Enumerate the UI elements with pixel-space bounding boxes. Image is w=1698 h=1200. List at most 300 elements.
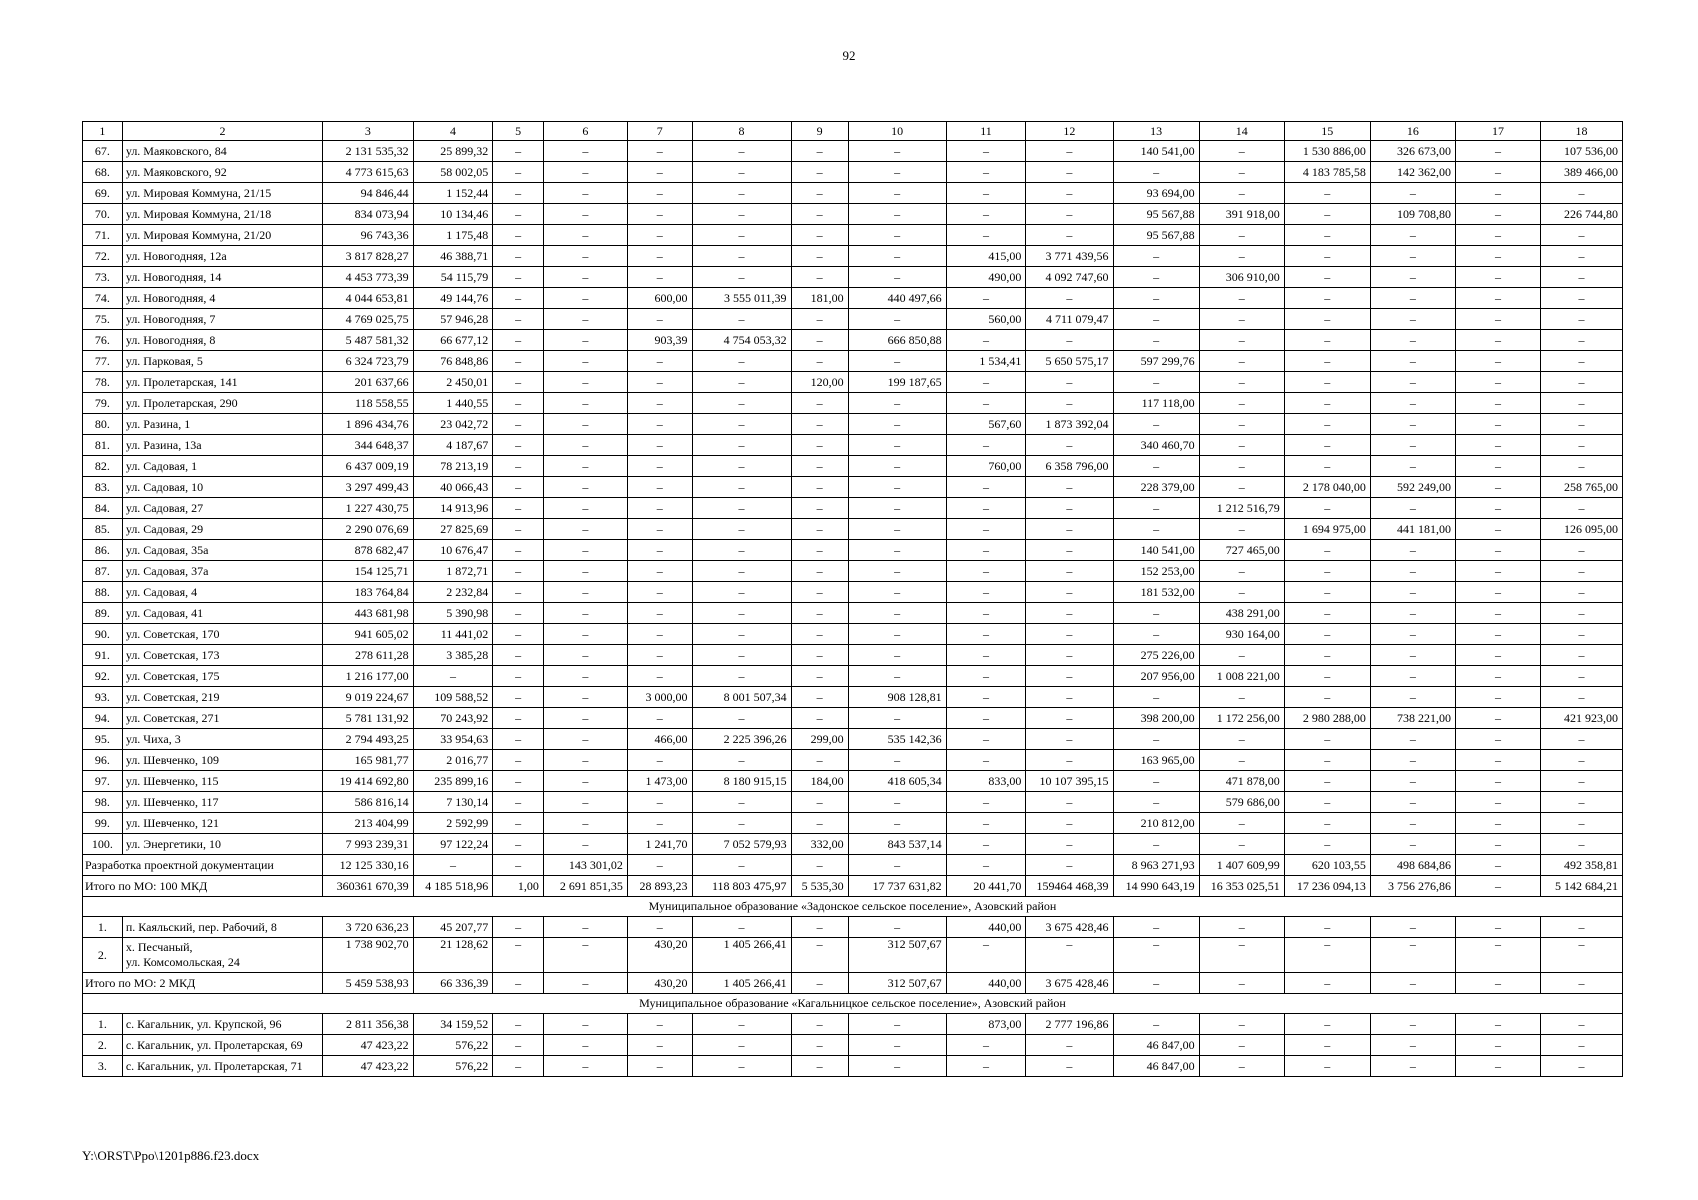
- value-cell: 184,00: [791, 771, 848, 792]
- address-cell: ул. Чиха, 3: [122, 729, 322, 750]
- value-cell: 17 737 631,82: [848, 876, 946, 897]
- value-cell: –: [1284, 435, 1370, 456]
- value-cell: –: [1455, 162, 1540, 183]
- value-cell: 70 243,92: [413, 708, 493, 729]
- value-cell: –: [493, 666, 544, 687]
- value-cell: –: [791, 183, 848, 204]
- value-cell: 12 125 330,16: [323, 855, 413, 876]
- row-label: Разработка проектной документации: [83, 855, 323, 876]
- address-cell: ул. Маяковского, 84: [122, 141, 322, 162]
- value-cell: 226 744,80: [1541, 204, 1623, 225]
- value-cell: –: [1284, 372, 1370, 393]
- value-cell: –: [543, 792, 627, 813]
- value-cell: 421 923,00: [1541, 708, 1623, 729]
- value-cell: –: [1370, 183, 1455, 204]
- value-cell: –: [791, 351, 848, 372]
- value-cell: –: [493, 183, 544, 204]
- address-cell: ул. Маяковского, 92: [122, 162, 322, 183]
- value-cell: –: [791, 561, 848, 582]
- value-cell: –: [1541, 540, 1623, 561]
- value-cell: –: [1199, 246, 1284, 267]
- value-cell: –: [1541, 225, 1623, 246]
- value-cell: –: [791, 540, 848, 561]
- value-cell: –: [848, 246, 946, 267]
- value-cell: 1 227 430,75: [323, 498, 413, 519]
- value-cell: –: [946, 288, 1026, 309]
- value-cell: 4 711 079,47: [1026, 309, 1113, 330]
- value-cell: –: [1370, 666, 1455, 687]
- value-cell: 498 684,86: [1370, 855, 1455, 876]
- value-cell: –: [1541, 582, 1623, 603]
- value-cell: –: [627, 435, 692, 456]
- value-cell: –: [493, 288, 544, 309]
- value-cell: –: [692, 792, 791, 813]
- value-cell: 14 913,96: [413, 498, 493, 519]
- value-cell: –: [1284, 309, 1370, 330]
- value-cell: –: [791, 1014, 848, 1035]
- value-cell: –: [692, 813, 791, 834]
- value-cell: –: [1026, 561, 1113, 582]
- value-cell: –: [543, 246, 627, 267]
- value-cell: –: [791, 225, 848, 246]
- value-cell: 97 122,24: [413, 834, 493, 855]
- value-cell: –: [692, 917, 791, 938]
- value-cell: –: [543, 204, 627, 225]
- value-cell: –: [848, 855, 946, 876]
- section-heading-row: [83, 994, 1623, 1014]
- value-cell: –: [1026, 792, 1113, 813]
- value-cell: 6 437 009,19: [323, 456, 413, 477]
- value-cell: 109 588,52: [413, 687, 493, 708]
- value-cell: –: [493, 519, 544, 540]
- value-cell: –: [946, 561, 1026, 582]
- value-cell: –: [543, 834, 627, 855]
- value-cell: –: [692, 372, 791, 393]
- value-cell: 109 708,80: [1370, 204, 1455, 225]
- value-cell: –: [493, 498, 544, 519]
- row-number: 94.: [83, 708, 123, 729]
- value-cell: –: [692, 561, 791, 582]
- value-cell: 579 686,00: [1199, 792, 1284, 813]
- value-cell: 7 130,14: [413, 792, 493, 813]
- table-row: [83, 1035, 1623, 1056]
- value-cell: –: [1541, 267, 1623, 288]
- value-cell: –: [946, 666, 1026, 687]
- value-cell: 46 847,00: [1113, 1056, 1199, 1077]
- value-cell: –: [543, 813, 627, 834]
- value-cell: 586 816,14: [323, 792, 413, 813]
- value-cell: –: [1284, 687, 1370, 708]
- value-cell: –: [627, 267, 692, 288]
- total-row: [83, 876, 1623, 897]
- address-cell: [122, 938, 322, 973]
- value-cell: –: [1113, 973, 1199, 994]
- address-cell: ул. Шевченко, 117: [122, 792, 322, 813]
- value-cell: 210 812,00: [1113, 813, 1199, 834]
- column-number-header: 9: [791, 122, 848, 141]
- value-cell: –: [692, 246, 791, 267]
- value-cell: 1 241,70: [627, 834, 692, 855]
- value-cell: –: [543, 729, 627, 750]
- value-cell: –: [627, 246, 692, 267]
- value-cell: –: [1455, 204, 1540, 225]
- value-cell: –: [543, 267, 627, 288]
- value-cell: –: [692, 162, 791, 183]
- value-cell: 873,00: [946, 1014, 1026, 1035]
- value-cell: –: [1199, 456, 1284, 477]
- row-number: 71.: [83, 225, 123, 246]
- value-cell: –: [1541, 750, 1623, 771]
- value-cell: –: [1455, 792, 1540, 813]
- value-cell: –: [493, 225, 544, 246]
- value-cell: –: [946, 477, 1026, 498]
- value-cell: –: [1284, 813, 1370, 834]
- row-number: 85.: [83, 519, 123, 540]
- value-cell: –: [946, 813, 1026, 834]
- value-cell: 389 466,00: [1541, 162, 1623, 183]
- value-cell: –: [413, 855, 493, 876]
- value-cell: 597 299,76: [1113, 351, 1199, 372]
- value-cell: –: [692, 708, 791, 729]
- value-cell: –: [692, 309, 791, 330]
- value-cell: 440,00: [946, 973, 1026, 994]
- value-cell: –: [692, 540, 791, 561]
- value-cell: –: [946, 519, 1026, 540]
- value-cell: –: [1199, 1014, 1284, 1035]
- value-cell: 54 115,79: [413, 267, 493, 288]
- value-cell: 2 131 535,32: [323, 141, 413, 162]
- value-cell: –: [1541, 666, 1623, 687]
- value-cell: –: [791, 519, 848, 540]
- value-cell: 5 535,30: [791, 876, 848, 897]
- value-cell: 440 497,66: [848, 288, 946, 309]
- page-number: 92: [842, 48, 856, 63]
- value-cell: –: [692, 1035, 791, 1056]
- value-cell: –: [1455, 141, 1540, 162]
- value-cell: –: [946, 204, 1026, 225]
- value-cell: –: [1113, 309, 1199, 330]
- value-cell: 834 073,94: [323, 204, 413, 225]
- value-cell: –: [791, 477, 848, 498]
- value-cell: 1 405 266,41: [692, 938, 791, 973]
- value-cell: 10 134,46: [413, 204, 493, 225]
- value-cell: –: [1026, 1035, 1113, 1056]
- value-cell: –: [543, 309, 627, 330]
- value-cell: –: [493, 687, 544, 708]
- value-cell: –: [692, 477, 791, 498]
- value-cell: –: [543, 582, 627, 603]
- value-cell: –: [1455, 813, 1540, 834]
- address-cell: ул. Парковая, 5: [122, 351, 322, 372]
- value-cell: –: [848, 477, 946, 498]
- column-number-header: 17: [1455, 122, 1540, 141]
- value-cell: –: [627, 1014, 692, 1035]
- value-cell: 46 847,00: [1113, 1035, 1199, 1056]
- table-row: [83, 834, 1623, 855]
- value-cell: 21 128,62: [413, 938, 493, 973]
- value-cell: –: [692, 855, 791, 876]
- value-cell: –: [1284, 729, 1370, 750]
- value-cell: –: [1370, 561, 1455, 582]
- value-cell: –: [1026, 624, 1113, 645]
- row-number: 86.: [83, 540, 123, 561]
- value-cell: –: [791, 792, 848, 813]
- value-cell: –: [1455, 519, 1540, 540]
- value-cell: –: [1113, 330, 1199, 351]
- value-cell: –: [791, 708, 848, 729]
- value-cell: –: [1284, 225, 1370, 246]
- value-cell: –: [848, 792, 946, 813]
- value-cell: –: [791, 267, 848, 288]
- value-cell: –: [1455, 225, 1540, 246]
- value-cell: 96 743,36: [323, 225, 413, 246]
- value-cell: –: [493, 917, 544, 938]
- value-cell: –: [493, 973, 544, 994]
- value-cell: –: [1284, 1056, 1370, 1077]
- row-number: 68.: [83, 162, 123, 183]
- section-heading-row: [83, 897, 1623, 917]
- value-cell: –: [1541, 435, 1623, 456]
- value-cell: –: [1541, 498, 1623, 519]
- column-number-header: 2: [122, 122, 322, 141]
- value-cell: –: [1199, 917, 1284, 938]
- value-cell: –: [1026, 834, 1113, 855]
- value-cell: –: [848, 624, 946, 645]
- value-cell: 306 910,00: [1199, 267, 1284, 288]
- value-cell: –: [493, 267, 544, 288]
- value-cell: 76 848,86: [413, 351, 493, 372]
- value-cell: –: [1113, 162, 1199, 183]
- value-cell: –: [1455, 267, 1540, 288]
- row-number: 76.: [83, 330, 123, 351]
- value-cell: –: [848, 141, 946, 162]
- row-number: 87.: [83, 561, 123, 582]
- value-cell: –: [1026, 330, 1113, 351]
- value-cell: –: [627, 603, 692, 624]
- value-cell: –: [1284, 792, 1370, 813]
- value-cell: –: [1455, 435, 1540, 456]
- value-cell: –: [1199, 645, 1284, 666]
- value-cell: 14 990 643,19: [1113, 876, 1199, 897]
- row-number: 70.: [83, 204, 123, 225]
- value-cell: –: [1370, 582, 1455, 603]
- value-cell: –: [946, 183, 1026, 204]
- value-cell: –: [543, 624, 627, 645]
- value-cell: –: [493, 603, 544, 624]
- value-cell: 1 738 902,70: [323, 938, 413, 973]
- value-cell: 228 379,00: [1113, 477, 1199, 498]
- section-title: Муниципальное образование «Кагальницкое сельское поселение», Азовский район: [83, 994, 1623, 1014]
- value-cell: –: [1284, 973, 1370, 994]
- row-number: 1.: [83, 1014, 123, 1035]
- value-cell: –: [1113, 687, 1199, 708]
- value-cell: –: [1455, 561, 1540, 582]
- value-cell: –: [1284, 666, 1370, 687]
- value-cell: –: [946, 855, 1026, 876]
- value-cell: –: [1455, 414, 1540, 435]
- address-cell: ул. Мировая Коммуна, 21/15: [122, 183, 322, 204]
- row-number: 77.: [83, 351, 123, 372]
- row-number: 83.: [83, 477, 123, 498]
- value-cell: –: [1370, 414, 1455, 435]
- value-cell: –: [1284, 183, 1370, 204]
- value-cell: –: [1113, 498, 1199, 519]
- value-cell: –: [1541, 561, 1623, 582]
- value-cell: –: [1541, 1035, 1623, 1056]
- value-cell: –: [493, 813, 544, 834]
- value-cell: –: [1541, 917, 1623, 938]
- value-cell: –: [848, 708, 946, 729]
- value-cell: –: [1113, 456, 1199, 477]
- value-cell: 23 042,72: [413, 414, 493, 435]
- value-cell: 2 232,84: [413, 582, 493, 603]
- table-row: [83, 414, 1623, 435]
- value-cell: –: [791, 624, 848, 645]
- value-cell: –: [791, 813, 848, 834]
- value-cell: –: [413, 666, 493, 687]
- value-cell: 163 965,00: [1113, 750, 1199, 771]
- value-cell: –: [946, 225, 1026, 246]
- value-cell: –: [791, 603, 848, 624]
- value-cell: 1 175,48: [413, 225, 493, 246]
- value-cell: –: [1455, 771, 1540, 792]
- value-cell: –: [493, 855, 544, 876]
- value-cell: –: [543, 477, 627, 498]
- value-cell: 275 226,00: [1113, 645, 1199, 666]
- value-cell: 4 769 025,75: [323, 309, 413, 330]
- value-cell: 878 682,47: [323, 540, 413, 561]
- value-cell: –: [493, 792, 544, 813]
- value-cell: –: [1199, 973, 1284, 994]
- value-cell: 2 290 076,69: [323, 519, 413, 540]
- value-cell: –: [1026, 813, 1113, 834]
- table-row: [83, 645, 1623, 666]
- value-cell: 4 092 747,60: [1026, 267, 1113, 288]
- table-row: [83, 729, 1623, 750]
- value-cell: –: [946, 540, 1026, 561]
- value-cell: –: [1455, 708, 1540, 729]
- value-cell: –: [1541, 351, 1623, 372]
- value-cell: 1 896 434,76: [323, 414, 413, 435]
- value-cell: 1 152,44: [413, 183, 493, 204]
- value-cell: –: [1541, 938, 1623, 973]
- value-cell: –: [1284, 917, 1370, 938]
- value-cell: –: [1370, 456, 1455, 477]
- value-cell: –: [627, 204, 692, 225]
- value-cell: –: [848, 1014, 946, 1035]
- value-cell: –: [493, 456, 544, 477]
- value-cell: 142 362,00: [1370, 162, 1455, 183]
- value-cell: 398 200,00: [1113, 708, 1199, 729]
- value-cell: –: [791, 162, 848, 183]
- value-cell: –: [1026, 855, 1113, 876]
- value-cell: –: [692, 498, 791, 519]
- value-cell: 258 765,00: [1541, 477, 1623, 498]
- value-cell: –: [493, 414, 544, 435]
- value-cell: –: [543, 162, 627, 183]
- value-cell: –: [1455, 540, 1540, 561]
- value-cell: 278 611,28: [323, 645, 413, 666]
- value-cell: –: [627, 456, 692, 477]
- value-cell: 107 536,00: [1541, 141, 1623, 162]
- address-cell: ул. Пролетарская, 141: [122, 372, 322, 393]
- value-cell: 5 781 131,92: [323, 708, 413, 729]
- value-cell: –: [493, 372, 544, 393]
- value-cell: 143 301,02: [543, 855, 627, 876]
- value-cell: –: [543, 938, 627, 973]
- value-cell: 95 567,88: [1113, 204, 1199, 225]
- value-cell: –: [543, 141, 627, 162]
- value-cell: –: [1113, 414, 1199, 435]
- value-cell: –: [1199, 393, 1284, 414]
- address-cell: ул. Новогодняя, 14: [122, 267, 322, 288]
- column-number-header: 11: [946, 122, 1026, 141]
- value-cell: –: [1455, 729, 1540, 750]
- value-cell: –: [1026, 204, 1113, 225]
- value-cell: –: [1284, 603, 1370, 624]
- value-cell: –: [1370, 1056, 1455, 1077]
- value-cell: –: [1113, 834, 1199, 855]
- table-row: [83, 771, 1623, 792]
- value-cell: –: [791, 645, 848, 666]
- value-cell: 159464 468,39: [1026, 876, 1113, 897]
- value-cell: 5 390,98: [413, 603, 493, 624]
- value-cell: –: [1026, 372, 1113, 393]
- total-row: [83, 973, 1623, 994]
- value-cell: –: [493, 708, 544, 729]
- value-cell: 1 872,71: [413, 561, 493, 582]
- row-number: 1.: [83, 917, 123, 938]
- value-cell: –: [1370, 435, 1455, 456]
- value-cell: –: [1113, 288, 1199, 309]
- value-cell: –: [543, 917, 627, 938]
- value-cell: –: [1541, 687, 1623, 708]
- value-cell: –: [1541, 414, 1623, 435]
- value-cell: 490,00: [946, 267, 1026, 288]
- value-cell: –: [1199, 834, 1284, 855]
- value-cell: –: [627, 351, 692, 372]
- value-cell: 93 694,00: [1113, 183, 1199, 204]
- value-cell: –: [1199, 1056, 1284, 1077]
- value-cell: –: [848, 603, 946, 624]
- value-cell: –: [1455, 498, 1540, 519]
- value-cell: 213 404,99: [323, 813, 413, 834]
- table-row: [83, 288, 1623, 309]
- value-cell: 4 044 653,81: [323, 288, 413, 309]
- value-cell: 207 956,00: [1113, 666, 1199, 687]
- value-cell: 492 358,81: [1541, 855, 1623, 876]
- value-cell: –: [848, 540, 946, 561]
- value-cell: –: [543, 666, 627, 687]
- value-cell: –: [946, 624, 1026, 645]
- value-cell: –: [791, 330, 848, 351]
- value-cell: –: [1455, 288, 1540, 309]
- value-cell: –: [692, 645, 791, 666]
- value-cell: –: [627, 519, 692, 540]
- value-cell: –: [791, 393, 848, 414]
- value-cell: –: [1284, 288, 1370, 309]
- value-cell: 903,39: [627, 330, 692, 351]
- value-cell: –: [1026, 938, 1113, 973]
- value-cell: –: [1199, 813, 1284, 834]
- value-cell: 40 066,43: [413, 477, 493, 498]
- value-cell: –: [1455, 351, 1540, 372]
- table-row: [83, 582, 1623, 603]
- file-path-footer: Y:\ORST\Ppo\1201p886.f23.docx: [82, 1148, 260, 1163]
- address-cell: ул. Новогодняя, 12а: [122, 246, 322, 267]
- value-cell: –: [1284, 498, 1370, 519]
- value-cell: –: [1199, 519, 1284, 540]
